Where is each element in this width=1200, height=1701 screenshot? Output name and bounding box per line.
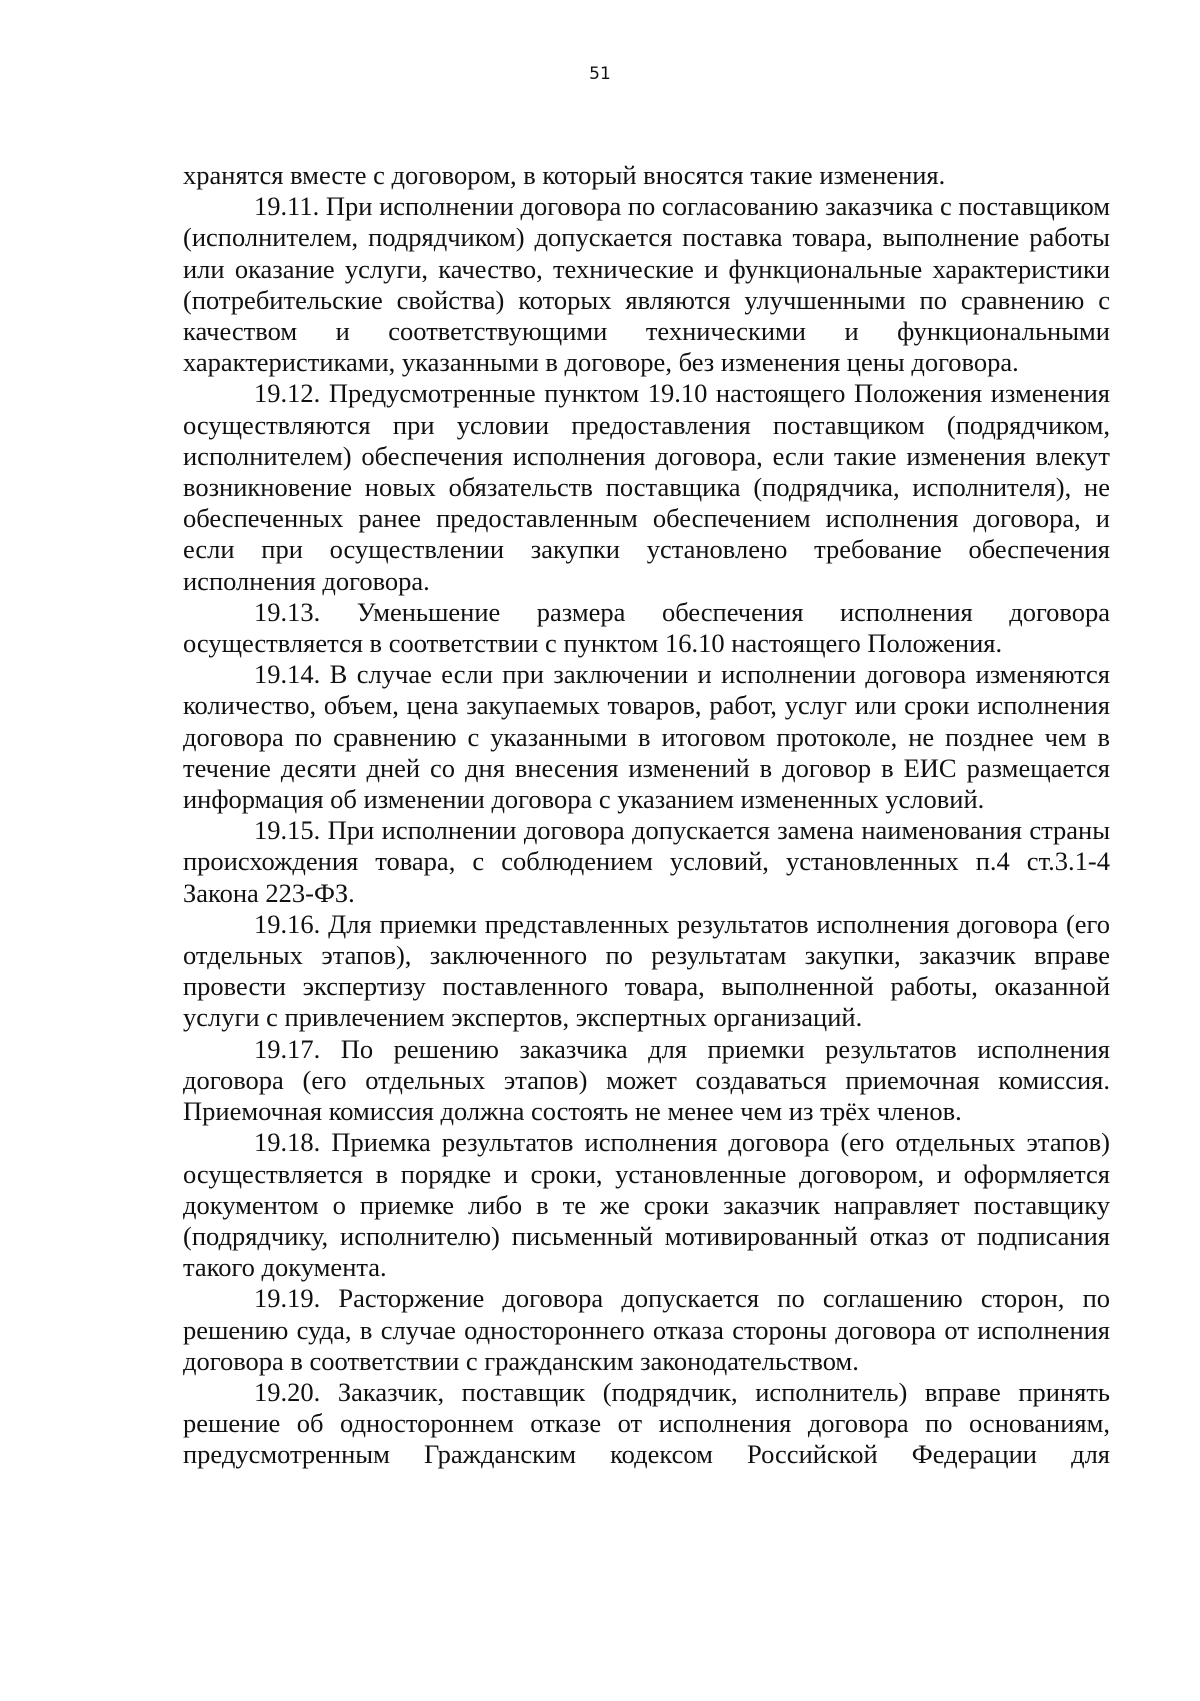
paragraph-19-16: 19.16. Для приемки представленных результатов исполнения договора (его отдельных этапов), заключенного по результатам закупки, заказчик вправе провести экспертизу поставленного товара, выполненной работы, оказанной услуги с привлечением экспертов, экспертных организаций. bbox=[183, 908, 1110, 1033]
document-body bbox=[183, 160, 1110, 1471]
paragraph-19-14: 19.14. В случае если при заключении и исполнении договора изменяются количество, объем, цена закупаемых товаров, работ, услуг или сроки исполнения договора по сравнению с указанными в итоговом протоколе, не позднее чем в течение десяти дней со дня внесения изменений в договор в ЕИС размещается информация об изменении договора с указанием измененных условий. bbox=[183, 659, 1110, 815]
paragraph-19-18: 19.18. Приемка результатов исполнения договора (его отдельных этапов) осуществляется в порядке и сроки, установленные договором, и оформляется документом о приемке либо в те же сроки заказчик направляет поставщику (подрядчику, исполнителю) письменный мотивированный отказ от подписания такого документа. bbox=[183, 1127, 1110, 1283]
paragraph-19-12: 19.12. Предусмотренные пунктом 19.10 настоящего Положения изменения осуществляются при условии предоставления поставщиком (подрядчиком, исполнителем) обеспечения исполнения договора, если такие изменения влекут возникновение новых обязательств поставщика (подрядчика, исполнителя), не обеспеченных ранее предоставленным обеспечением исполнения договора, и если при осуществлении закупки установлено требование обеспечения исполнения договора. bbox=[183, 378, 1110, 596]
paragraph-continuation: хранятся вместе с договором, в который вносятся такие изменения. bbox=[183, 160, 946, 190]
paragraph-19-19: 19.19. Расторжение договора допускается по соглашению сторон, по решению суда, в случае одностороннего отказа стороны договора от исполнения договора в соответствии с гражданским законодательством. bbox=[183, 1283, 1110, 1376]
paragraph-19-13: 19.13. Уменьшение размера обеспечения исполнения договора осуществляется в соответствии с пунктом 16.10 настоящего Положения. bbox=[183, 596, 1110, 659]
paragraph-19-11: 19.11. При исполнении договора по согласованию заказчика с поставщиком (исполнителем, подрядчиком) допускается поставка товара, выполнение работы или оказание услуги, качество, технические и функциональные характеристики (потребительские свойства) которых являются улучшенными по сравнению с качеством и соответствующими техническими и функциональными характеристиками, указанными в договоре, без изменения цены договора. bbox=[183, 191, 1110, 378]
paragraph-19-17: 19.17. По решению заказчика для приемки результатов исполнения договора (его отдельных этапов) может создаваться приемочная комиссия. Приемочная комиссия должна состоять не менее чем из трёх членов. bbox=[183, 1033, 1110, 1127]
paragraph-19-15: 19.15. При исполнении договора допускается замена наименования страны происхождения товара, с соблюдением условий, установленных п.4 ст.3.1-4 Закона 223-ФЗ. bbox=[183, 815, 1110, 908]
paragraph-19-20: 19.20. Заказчик, поставщик (подрядчик, исполнитель) вправе принять решение об одностороннем отказе от исполнения договора по основаниям, предусмотренным Гражданским кодексом Российской Федерации для bbox=[183, 1376, 1110, 1470]
page-number: 51 bbox=[589, 64, 611, 84]
